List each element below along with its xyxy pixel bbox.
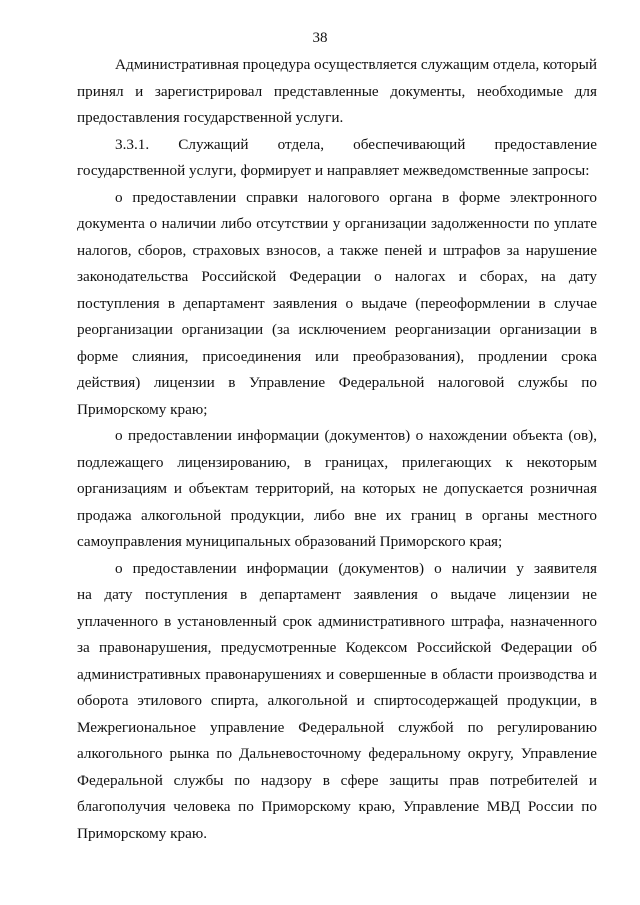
text-line: Приморскому краю. — [77, 824, 207, 842]
text-line: подлежащего лицензированию, в границах, прилегающих к некоторым — [77, 453, 597, 471]
paragraph-unpaid-fine — [77, 556, 597, 848]
text-line: административных правонарушениях и совершенные в области производства и — [77, 665, 597, 683]
paragraph-object-location — [77, 423, 597, 556]
text-line: о предоставлении информации (документов) о нахождении объекта (ов), — [115, 427, 597, 444]
text-line: организациям и объектам территорий, на которых не допускается розничная — [77, 480, 597, 497]
text-line: документа о наличии либо отсутствии у организации задолженности по уплате — [77, 215, 597, 232]
text-line: поступления в департамент заявления о выдаче (переоформлении в случае — [77, 294, 597, 312]
text-line: действия) лицензии в Управление Федеральной налоговой службы по — [77, 374, 597, 391]
paragraph-procedure — [77, 52, 597, 132]
text-line: 3.3.1. Служащий отдела, обеспечивающий предоставление — [115, 135, 597, 153]
text-line: уплаченного в установленный срок административного штрафа, назначенного — [77, 612, 597, 630]
text-line: на дату поступления в департамент заявления о выдаче лицензии не — [77, 586, 597, 603]
text-line: Административная процедура осуществляется служащим отдела, который — [115, 56, 597, 73]
text-line: принял и зарегистрировал представленные документы, необходимые для — [77, 82, 597, 100]
text-line: продажа алкогольной продукции, либо вне их границ в органы местного — [77, 506, 597, 524]
page-number: 38 — [312, 30, 328, 46]
text-line: предоставления государственной услуги. — [77, 109, 344, 126]
text-line: о предоставлении информации (документов) о наличии у заявителя — [115, 559, 597, 577]
text-line: Федеральной службы по надзору в сфере защиты прав потребителей и — [77, 771, 597, 789]
text-line: налогов, сборов, страховых взносов, а также пеней и штрафов за нарушение — [77, 241, 597, 259]
text-line: о предоставлении справки налогового органа в форме электронного — [115, 188, 597, 206]
paragraph-3-3-1 — [77, 132, 597, 185]
text-line: реорганизации организации (за исключением реорганизации организации в — [77, 321, 597, 338]
paragraph-tax-certificate — [77, 185, 597, 424]
text-line: за правонарушения, предусмотренные Кодексом Российской Федерации об — [77, 639, 597, 656]
text-line: форме слияния, присоединения или преобразования), продлении срока — [77, 347, 597, 365]
text-line: Межрегиональное управление Федеральной службой по регулированию — [77, 718, 597, 736]
text-line: оборота этилового спирта, алкогольной и спиртосодержащей продукции, в — [77, 692, 597, 709]
text-line: государственной услуги, формирует и направляет межведомственные запросы: — [77, 162, 590, 179]
text-line: алкогольного рынка по Дальневосточному федеральному округу, Управление — [77, 745, 597, 762]
text-line: благополучия человека по Приморскому краю, Управление МВД России по — [77, 798, 597, 815]
text-line: самоуправления муниципальных образований Приморского края; — [77, 533, 503, 550]
text-line: законодательства Российской Федерации о налогах и сборах, на дату — [77, 268, 597, 285]
document-body — [77, 52, 597, 847]
text-line: Приморскому краю; — [77, 400, 208, 418]
